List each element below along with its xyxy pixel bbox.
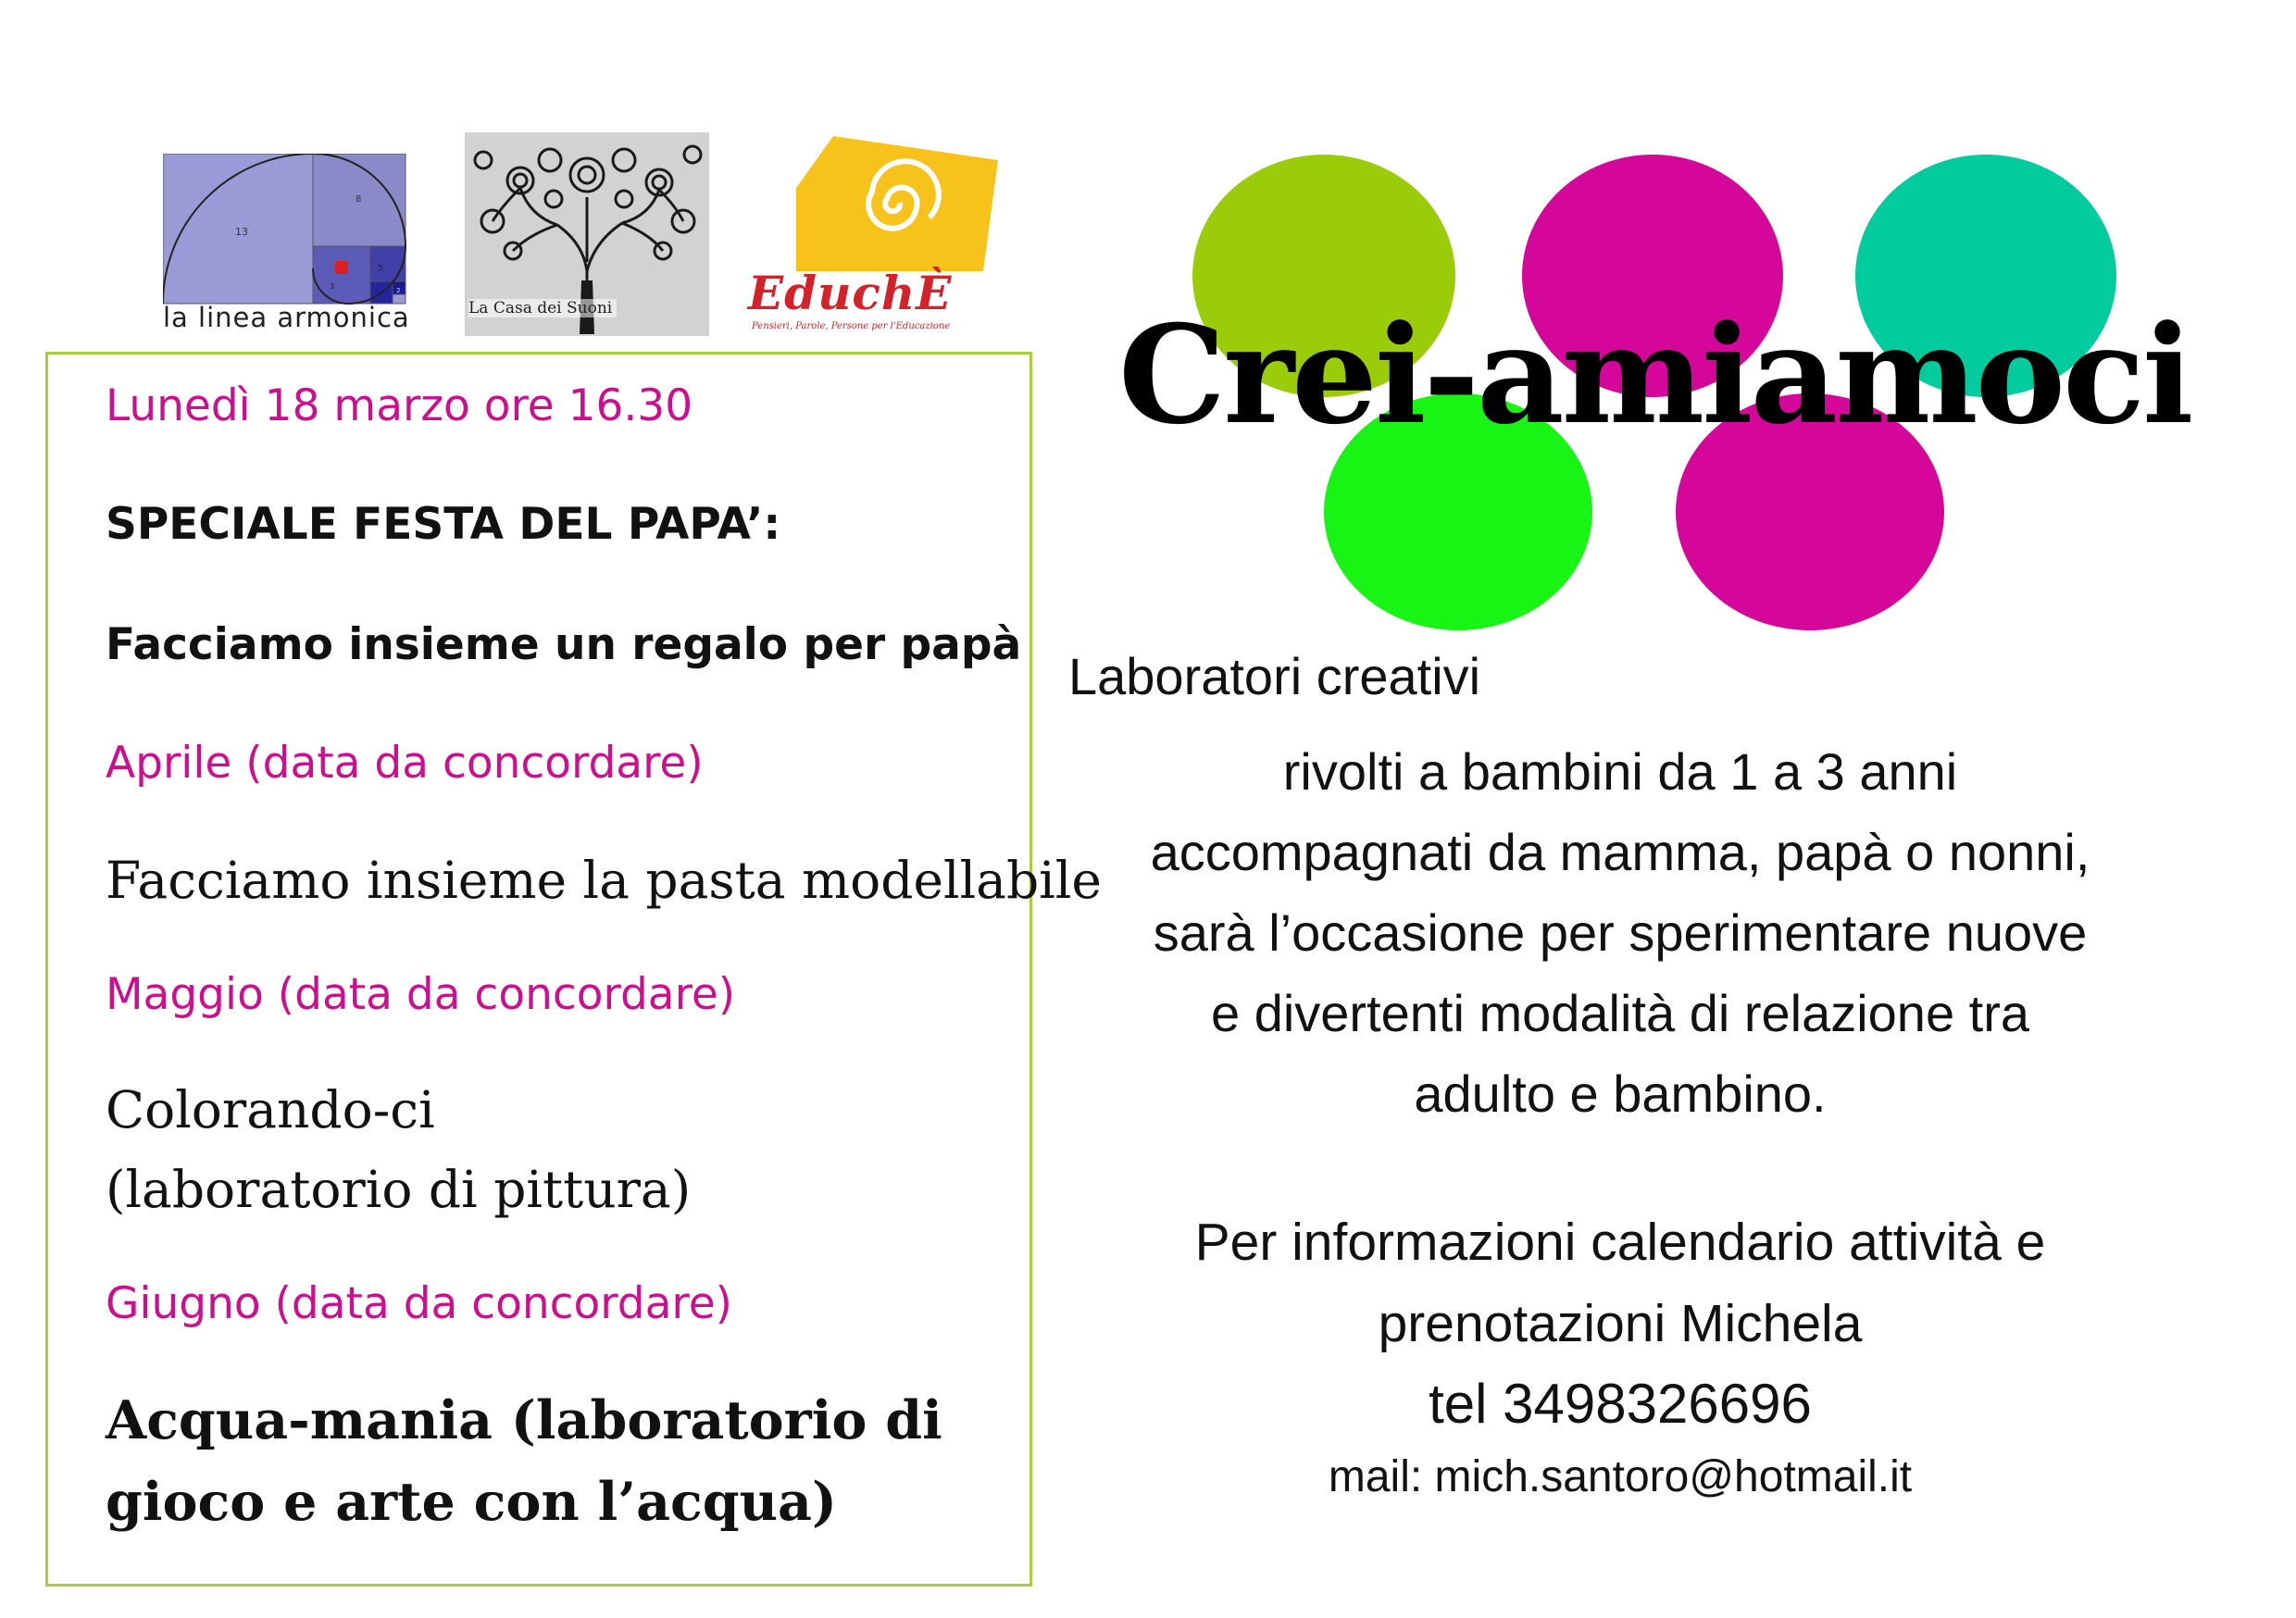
program-activity-acqua-line1: Acqua-mania (laboratorio di [106,1389,942,1451]
contact-phone: tel 3498326696 [1429,1373,1812,1435]
program-activity-pasta: Facciamo insieme la pasta modellabile [106,851,1102,910]
contact-line-1: Per informazioni calendario attività e [1194,1213,2046,1272]
intro-line-2: accompagnati da mamma, papà o nonni, [1150,823,2090,881]
golden-spiral-icon [163,154,413,311]
intro-lead: Laboratori creativi [1068,647,1481,705]
spiral-label-13: 13 [235,226,248,238]
program-activity-colorando-line2: (laboratorio di pittura) [106,1160,692,1219]
program-heading-festa: SPECIALE FESTA DEL PAPA’: [106,499,781,550]
program-box [45,352,1102,1587]
program-date-may: Maggio (data da concordare) [106,969,736,1020]
linea-armonica-logo [163,154,413,335]
spiral-label-5: 5 [378,264,383,273]
linea-armonica-caption: la linea armonica [163,302,410,333]
casa-dei-suoni-logo [465,132,709,336]
spiral-label-2: 2 [396,287,401,294]
program-activity-regalo: Facciamo insieme un regalo per papà [106,619,1022,670]
intro-paragraph [1055,731,2185,1134]
educhè-brand: EduchÈ [748,266,953,320]
educhè-logo [741,132,1009,338]
educhè-tagline: Pensieri, Parole, Persone per l'Educazione [752,321,951,331]
spiral-label-3: 3 [330,282,335,291]
program-activity-colorando-line1: Colorando-ci [106,1080,435,1139]
contact-block [1055,1201,2185,1511]
contact-mail: mail: mich.santoro@hotmail.it [1328,1452,1913,1501]
intro-line-3: sarà l’occasione per sperimentare nuove [1153,903,2088,962]
main-title: Crei-amiamoci [1118,296,2191,454]
intro-line-1: rivolti a bambini da 1 a 3 anni [1282,742,1958,801]
program-date-april: Aprile (data da concordare) [106,738,704,789]
spiral-label-8: 8 [356,194,362,205]
program-activity-acqua-line2: gioco e arte con l’acqua) [106,1471,837,1533]
program-date-march: Lunedì 18 marzo ore 16.30 [106,380,693,431]
intro-line-4: e divertenti modalità di relazione tra [1210,984,2030,1042]
contact-line-2: prenotazioni Michela [1378,1294,1863,1353]
spiral-sun-icon [741,132,1009,271]
intro-line-5: adulto e bambino. [1414,1064,1827,1123]
casa-dei-suoni-caption: La Casa dei Suoni [468,299,617,317]
program-date-june: Giugno (data da concordare) [106,1278,732,1329]
